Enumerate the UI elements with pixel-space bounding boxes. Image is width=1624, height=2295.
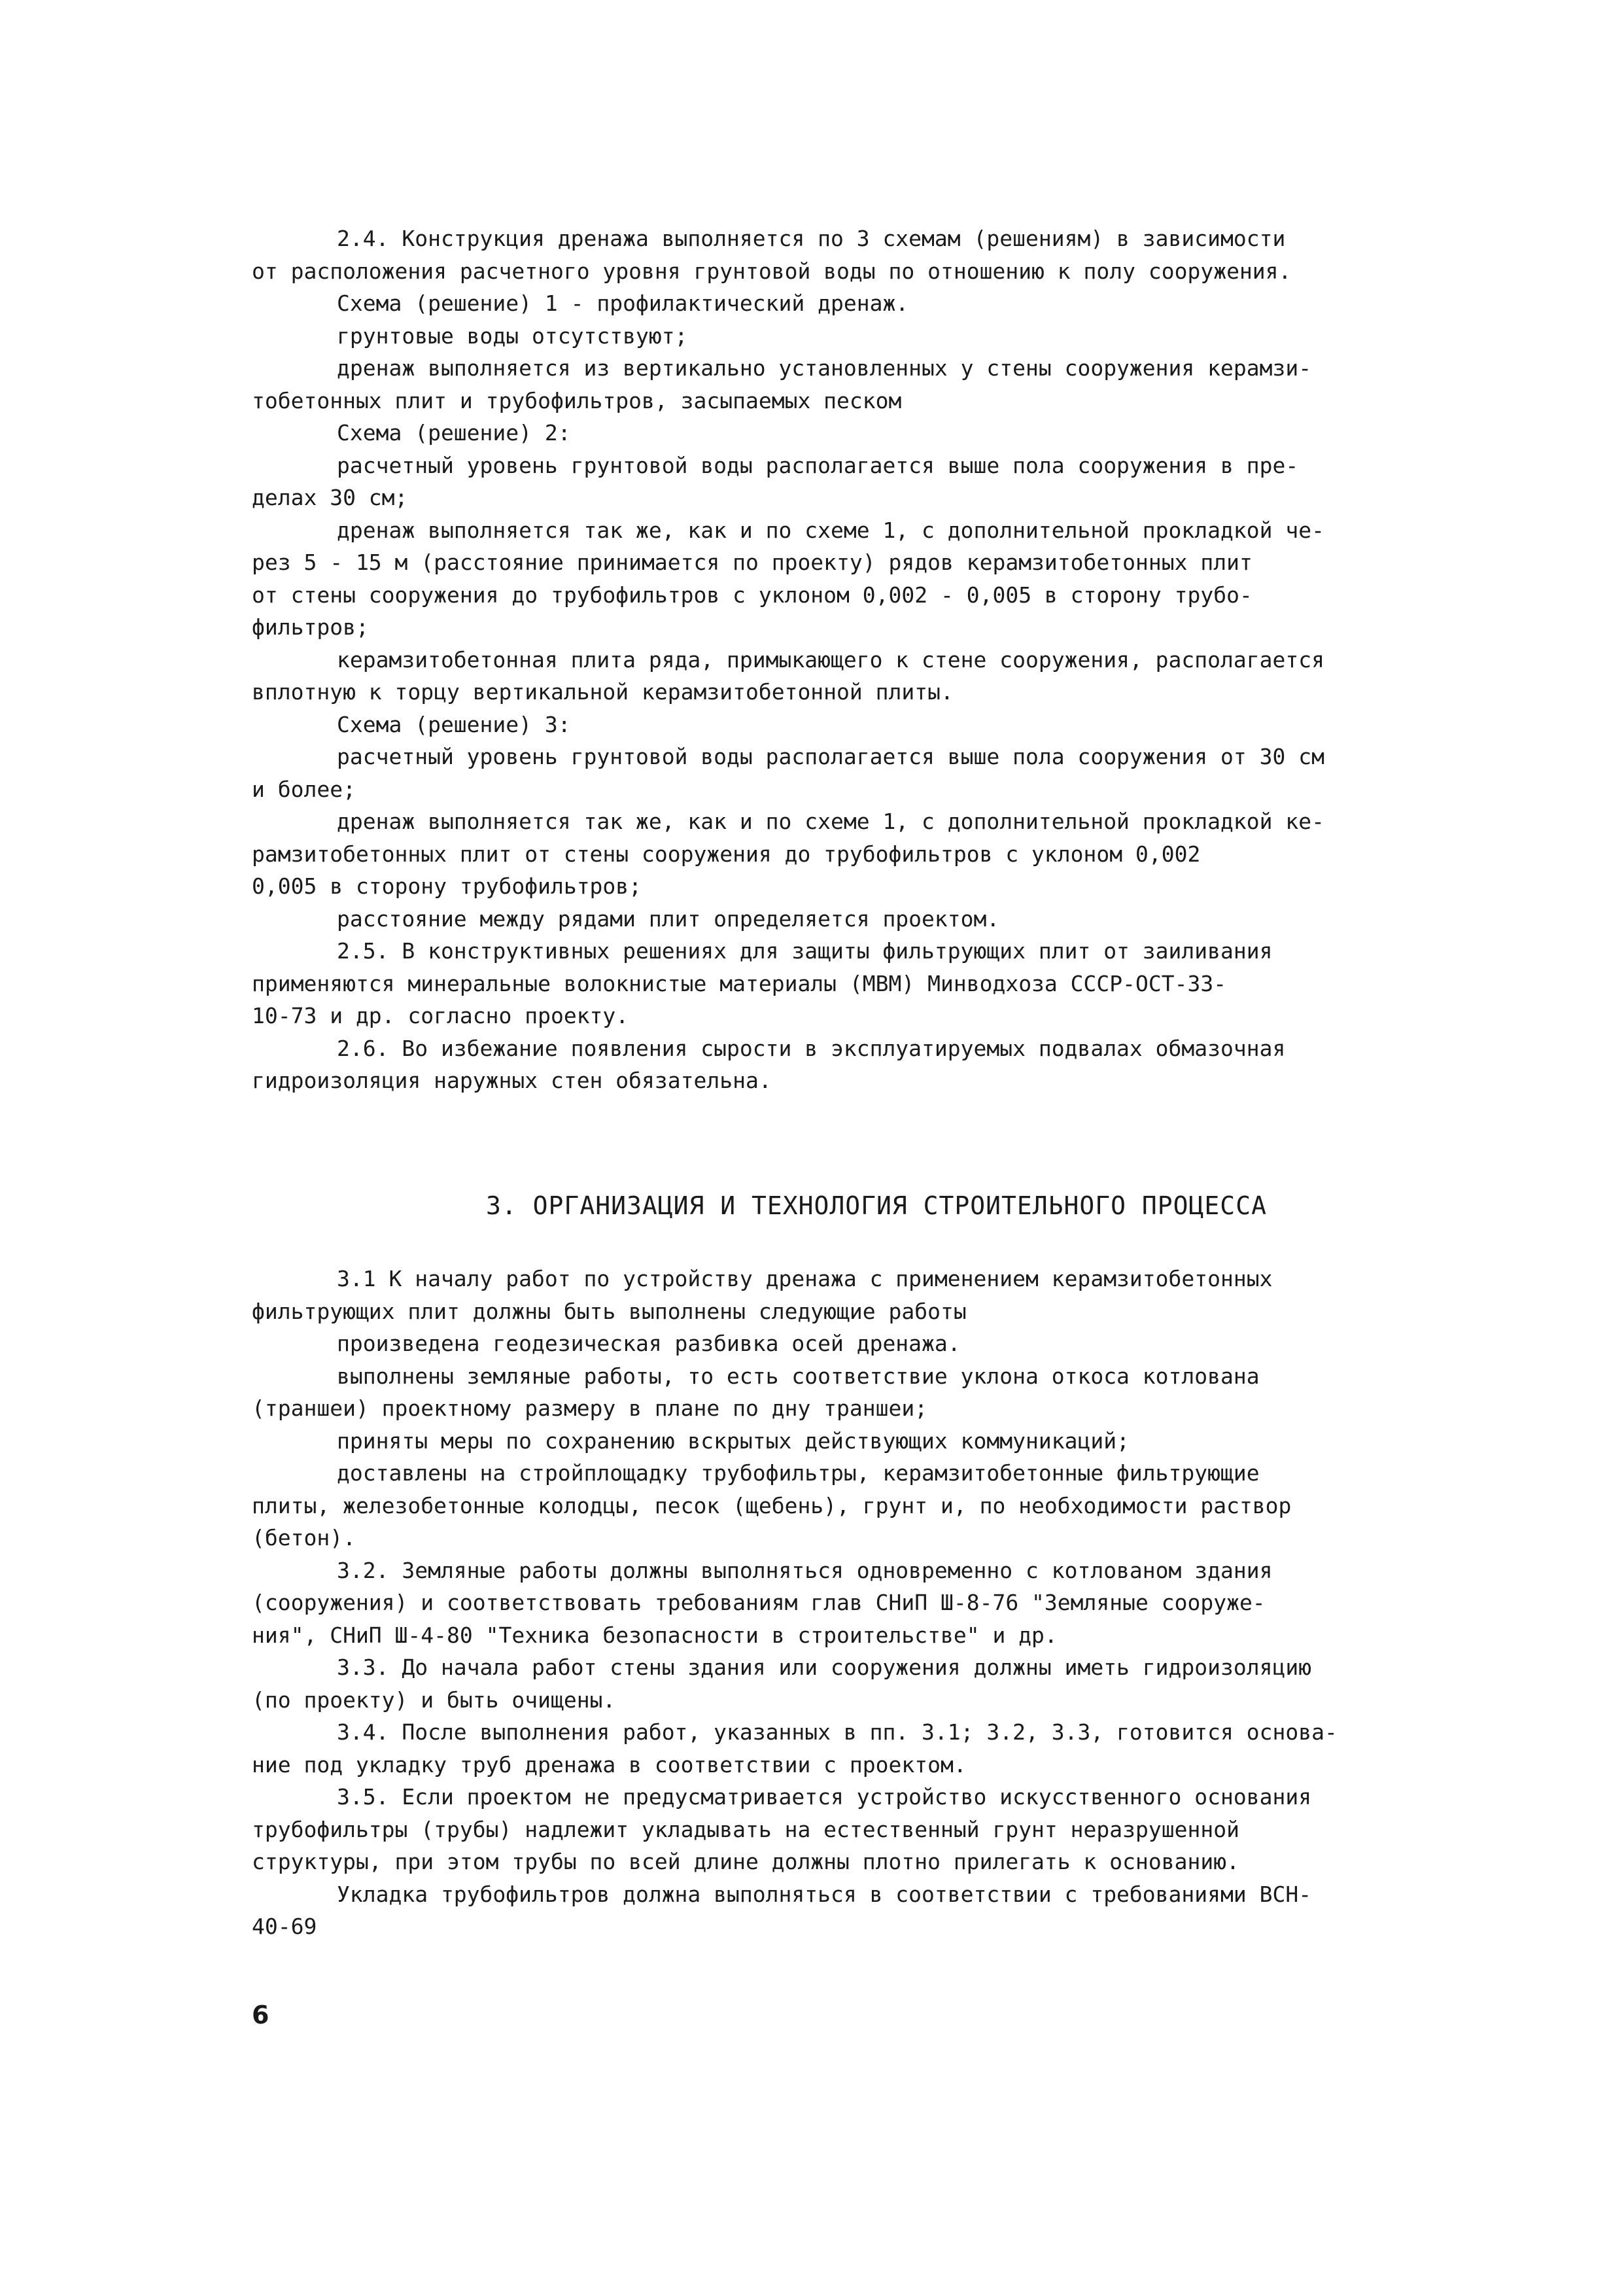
text-line: 3.3. До начала работ стены здания или сооружения должны иметь гидроизоляцию — [337, 1655, 1312, 1680]
text-line: выполнены земляные работы, то есть соответствие уклона откоса котлована — [337, 1363, 1260, 1389]
text-line: делах 30 см; — [252, 485, 408, 510]
text-line: 3.4. После выполнения работ, указанных в пп. 3.1; 3.2, 3.3, готовится основа- — [337, 1719, 1338, 1745]
text-line: гидроизоляция наружных стен обязательна. — [252, 1068, 772, 1093]
text-line: Схема (решение) 1 - профилактический дренаж. — [337, 290, 909, 316]
text-line: 2.5. В конструктивных решениях для защиты фильтрующих плит от заиливания — [337, 938, 1273, 964]
text-line: доставлены на стройплощадку трубофильтры, керамзитобетонные фильтрующие — [337, 1460, 1260, 1486]
text-line: грунтовые воды отсутствуют; — [337, 323, 688, 349]
text-line: Схема (решение) 3: — [337, 711, 571, 737]
text-line: (траншеи) проектному размеру в плане по дну траншеи; — [252, 1395, 928, 1421]
text-line: фильтрующих плит должны быть выполнены следующие работы — [252, 1298, 967, 1324]
text-line: расчетный уровень грунтовой воды располагается выше пола сооружения в пре- — [337, 452, 1299, 478]
text-line: ние под укладку труб дренажа в соответствии с проектом. — [252, 1751, 967, 1778]
text-line: вплотную к торцу вертикальной керамзитобетонной плиты. — [252, 679, 954, 705]
text-line: от стены сооружения до трубофильтров с уклоном 0,002 - 0,005 в сторону трубо- — [252, 582, 1253, 608]
text-line: Схема (решение) 2: — [337, 420, 571, 446]
text-line: (бетон). — [252, 1525, 356, 1550]
text-line: (сооружения) и соответствовать требованиям глав СНиП Ш-8-76 "Земляные сооруже- — [252, 1590, 1266, 1615]
text-line: от расположения расчетного уровня грунтовой воды по отношению к полу сооружения. — [252, 258, 1292, 284]
text-line: 3.5. Если проектом не предусматривается устройство искусственного основания — [337, 1784, 1312, 1810]
text-line: структуры, при этом трубы по всей длине должны плотно прилегать к основанию. — [252, 1849, 1239, 1874]
text-line: произведена геодезическая разбивка осей дренажа. — [337, 1331, 961, 1356]
text-line: 2.4. Конструкция дренажа выполняется по 3 схемам (решениям) в зависимости — [337, 226, 1286, 251]
text-line: 40-69 — [252, 1914, 317, 1939]
text-line: плиты, железобетонные колодцы, песок (щебень), грунт и, по необходимости раствор — [252, 1492, 1292, 1518]
text-line: расстояние между рядами плит определяется проектом. — [337, 905, 1000, 932]
text-line: рамзитобетонных плит от стены сооружения до трубофильтров с уклоном 0,002 — [252, 841, 1201, 867]
text-line: 3.2. Земляные работы должны выполняться одновременно с котлованом здания — [337, 1557, 1273, 1583]
text-line: дренаж выполняется так же, как и по схеме 1, с дополнительной прокладкой ке- — [337, 809, 1324, 834]
section-2-text — [252, 222, 1501, 1097]
text-line: применяются минеральные волокнистые материалы (МВМ) Минводхоза СССР-ОСТ-33- — [252, 970, 1227, 996]
text-line: приняты меры по сохранению вскрытых действующих коммуникаций; — [337, 1428, 1130, 1454]
text-line: 0,005 в сторону трубофильтров; — [252, 873, 642, 899]
text-line: 10-73 и др. согласно проекту. — [252, 1003, 629, 1028]
text-line: 3.1 К началу работ по устройству дренажа с применением керамзитобетонных — [337, 1266, 1273, 1291]
text-line: 2.6. Во избежание появления сырости в эксплуатируемых подвалах обмазочная — [337, 1035, 1286, 1061]
page-number: 6 — [252, 2001, 269, 2029]
text-line: трубофильтры (трубы) надлежит укладывать на естественный грунт неразрушенной — [252, 1816, 1239, 1842]
text-line: и более; — [252, 776, 356, 802]
text-line: дренаж выполняется так же, как и по схеме 1, с дополнительной прокладкой че- — [337, 517, 1324, 543]
text-line: дренаж выполняется из вертикально установленных у стены сооружения керамзи- — [337, 355, 1312, 381]
text-line: тобетонных плит и трубофильтров, засыпаемых песком — [252, 387, 902, 413]
section-3-text — [252, 1263, 1501, 1943]
text-line: расчетный уровень грунтовой воды располагается выше пола сооружения от 30 см — [337, 744, 1324, 769]
section-3-title: 3. ОРГАНИЗАЦИЯ И ТЕХНОЛОГИЯ СТРОИТЕЛЬНОГО ПРОЦЕССА — [486, 1191, 1267, 1220]
text-line: рез 5 - 15 м (расстояние принимается по проекту) рядов керамзитобетонных плит — [252, 550, 1253, 575]
text-line: ния", СНиП Ш-4-80 "Техника безопасности в строительстве" и др. — [252, 1622, 1058, 1648]
text-line: Укладка трубофильтров должна выполняться в соответствии с требованиями ВСН- — [337, 1881, 1312, 1907]
text-line: керамзитобетонная плита ряда, примыкающего к стене сооружения, располагается — [337, 646, 1324, 673]
text-line: фильтров; — [252, 614, 369, 640]
text-line: (по проекту) и быть очищены. — [252, 1687, 616, 1713]
